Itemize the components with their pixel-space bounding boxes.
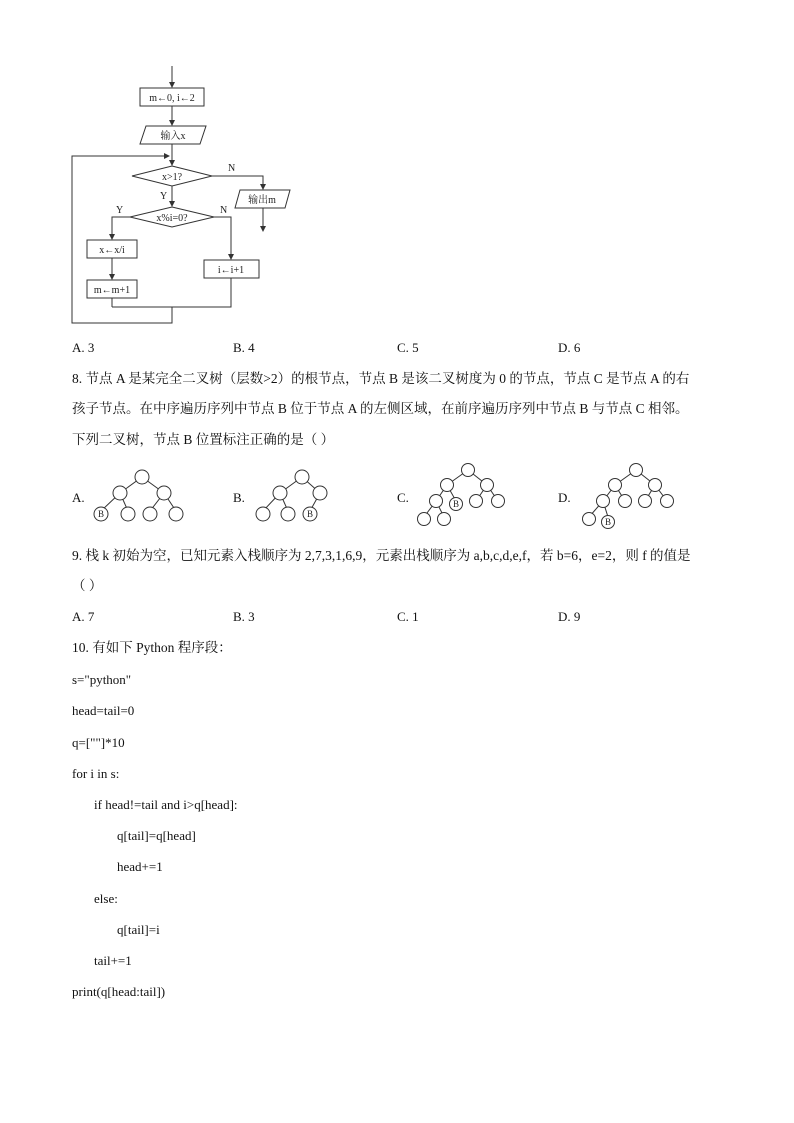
code-line-5: if head!=tail and i>q[head]: xyxy=(94,797,238,812)
q8-trees xyxy=(0,455,794,535)
code-line-7: head+=1 xyxy=(117,859,163,874)
q8-option-c-label: C. xyxy=(397,490,409,505)
tree-a xyxy=(94,470,183,521)
q9-option-c: C. 1 xyxy=(397,609,419,624)
flow-yes-label-1: Y xyxy=(160,191,168,202)
flow-output-label: 输出m xyxy=(248,195,276,206)
q9-option-b: B. 3 xyxy=(233,609,255,624)
code-line-2: head=tail=0 xyxy=(72,703,135,718)
flow-cond2-label: x%i=0? xyxy=(156,213,188,224)
q7-option-d: D. 6 xyxy=(558,340,581,355)
q10-title: 10. 有如下 Python 程序段： xyxy=(72,640,232,655)
q9-option-a: A. 7 xyxy=(72,609,95,624)
code-line-1: s="python" xyxy=(72,672,132,687)
flow-m-label: m←m+1 xyxy=(93,285,131,296)
flowchart xyxy=(0,0,794,340)
q8-option-b-label: B. xyxy=(233,490,245,505)
q8-line-1: 8. 节点 A 是某完全二叉树（层数>2）的根节点，节点 B 是该二叉树度为 0 的节点，节点 C 是节点 A 的右 xyxy=(72,371,690,386)
flow-no-label-1: N xyxy=(228,163,236,174)
q7-option-c: C. 5 xyxy=(397,340,419,355)
q9-option-d: D. 9 xyxy=(558,609,581,624)
tree-d-b-label: B xyxy=(604,517,612,527)
flow-div-label: x←x/i xyxy=(99,245,125,256)
code-line-6: q[tail]=q[head] xyxy=(117,828,196,843)
tree-c xyxy=(418,464,505,526)
q8-line-3: 下列二叉树，节点 B 位置标注正确的是（ ） xyxy=(72,432,335,447)
tree-b-b-label: B xyxy=(306,509,314,519)
tree-b xyxy=(256,470,327,521)
code-line-11: print(q[head:tail]) xyxy=(72,984,166,999)
q8-line-2: 孩子节点。在中序遍历序列中节点 B 位于节点 A 的左侧区域，在前序遍历序列中节点 B 与节点 C 相邻。 xyxy=(72,401,689,416)
flow-yes-label-2: Y xyxy=(116,205,124,216)
flow-no-label-2: N xyxy=(220,205,228,216)
flow-cond1-label: x>1? xyxy=(161,172,183,183)
code-line-3: q=[""]*10 xyxy=(72,735,125,750)
code-line-4: for i in s: xyxy=(72,766,120,781)
code-line-9: q[tail]=i xyxy=(117,922,160,937)
q7-option-a: A. 3 xyxy=(72,340,95,355)
q8-option-a-label: A. xyxy=(72,490,85,505)
q9-line-1: 9. 栈 k 初始为空，已知元素入栈顺序为 2,7,3,1,6,9，元素出栈顺序为 a,b,c,d,e,f，若 b=6，e=2，则 f 的值是 xyxy=(72,548,691,563)
code-line-8: else: xyxy=(94,891,118,906)
flow-input-label: 输入x xyxy=(160,131,186,142)
tree-c-b-label: B xyxy=(452,499,460,509)
code-line-10: tail+=1 xyxy=(94,953,132,968)
q7-option-b: B. 4 xyxy=(233,340,255,355)
flow-i-label: i←i+1 xyxy=(217,265,245,276)
flow-init-label: m←0, i←2 xyxy=(149,93,195,104)
tree-a-b-label: B xyxy=(97,509,105,519)
q8-option-d-label: D. xyxy=(558,490,571,505)
q9-line-2: （ ） xyxy=(72,578,103,593)
tree-d xyxy=(583,464,674,529)
